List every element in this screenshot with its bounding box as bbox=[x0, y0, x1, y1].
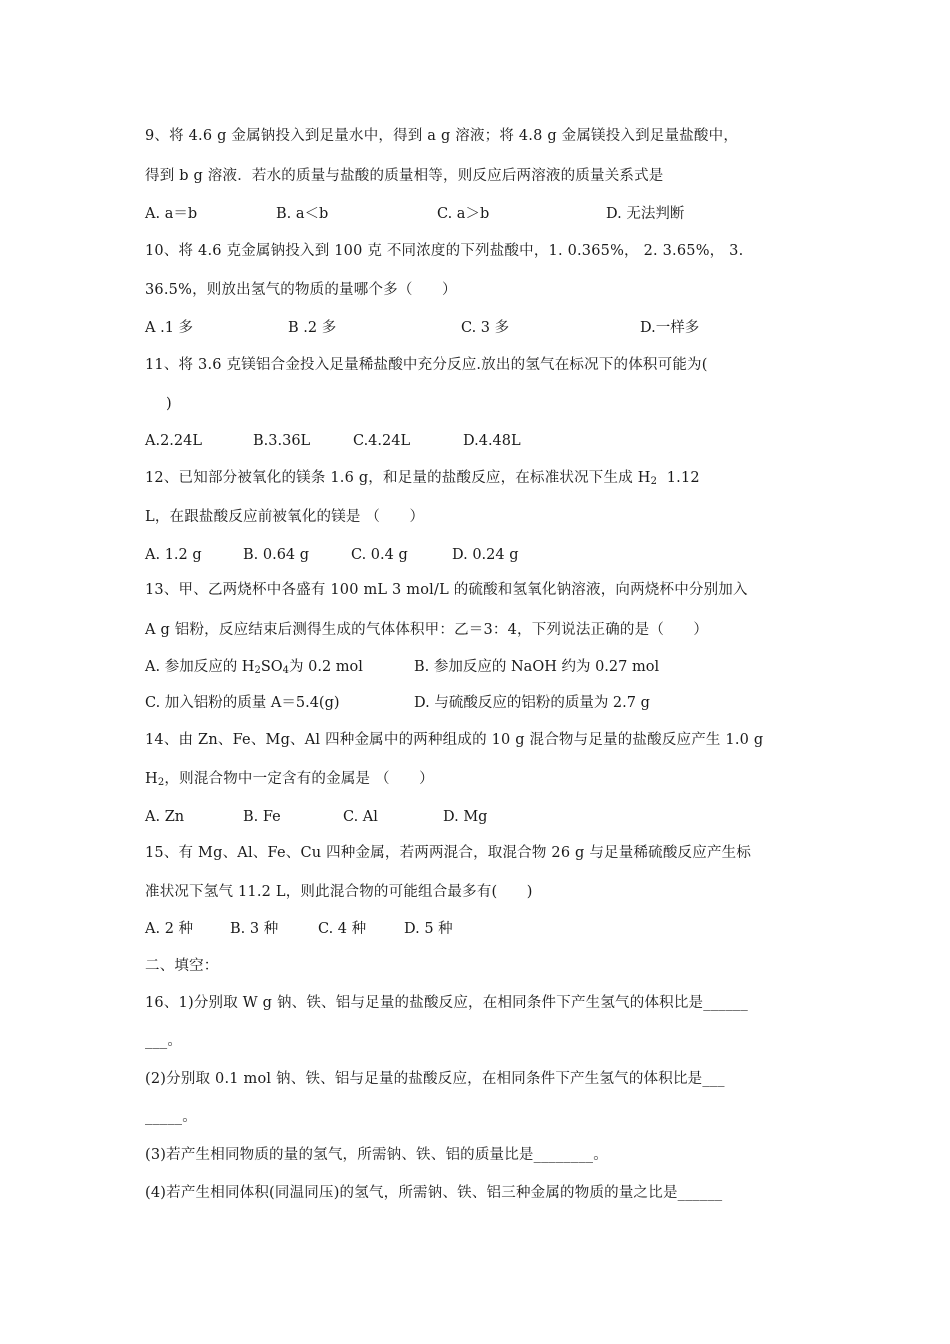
q10-option-d: D.一样多 bbox=[640, 320, 700, 336]
section-heading-fill-in: 二、填空： bbox=[145, 958, 219, 974]
q9-line2: 得到 b g 溶液．若水的质量与盐酸的质量相等，则反应后两溶液的质量关系式是 bbox=[145, 168, 664, 184]
q11-line2: ) bbox=[166, 396, 172, 412]
q11-option-d: D.4.48L bbox=[463, 433, 521, 449]
q11-line1: 11、将 3.6 克镁铝合金投入足量稀盐酸中充分反应.放出的氢气在标况下的体积可能为( bbox=[145, 357, 708, 373]
q10-line2: 36.5%，则放出氢气的物质的量哪个多（ ） bbox=[145, 282, 457, 298]
q10-line1: 10、将 4.6 克金属钠投入到 100 克 不同浓度的下列盐酸中，1. 0.365%， 2. 3.65%， 3. bbox=[145, 243, 744, 259]
q13-option-b: B. 参加反应的 NaOH 约为 0.27 mol bbox=[414, 659, 660, 675]
q15-line1: 15、有 Mg、Al、Fe、Cu 四种金属，若两两混合，取混合物 26 g 与足量稀硫酸反应产生标 bbox=[145, 845, 752, 861]
q13-option-d: D. 与硫酸反应的铝粉的质量为 2.7 g bbox=[414, 695, 650, 711]
q10-option-c: C. 3 多 bbox=[461, 320, 510, 336]
q12-line1: 12、已知部分被氧化的镁条 1.6 g，和足量的盐酸反应，在标准状况下生成 $H_2$ 1.12 bbox=[145, 470, 700, 487]
q9-option-d: D. 无法判断 bbox=[606, 206, 685, 222]
q15-line2: 准状况下氢气 11.2 L，则此混合物的可能组合最多有( ) bbox=[145, 884, 533, 900]
q16-part1-line2: ___。 bbox=[145, 1033, 183, 1049]
q9-line1: 9、将 4.6 g 金属钠投入到足量水中，得到 a g 溶液；将 4.8 g 金属镁投入到足量盐酸中， bbox=[145, 128, 739, 144]
q14-option-c: C. Al bbox=[343, 809, 378, 825]
q14-option-b: B. Fe bbox=[243, 809, 281, 825]
q14-option-d: D. Mg bbox=[443, 809, 488, 825]
q12-line2: L，在跟盐酸反应前被氧化的镁是 （ ） bbox=[145, 509, 425, 525]
q10-option-a: A .1 多 bbox=[145, 320, 194, 336]
q13-option-a: A. 参加反应的 $H_2SO_4$为 0.2 mol bbox=[145, 659, 363, 676]
q13-line1: 13、甲、乙两烧杯中各盛有 100 mL 3 mol/L 的硫酸和氢氧化钠溶液，向两烧杯中分别加入 bbox=[145, 582, 748, 598]
q9-option-c: C. a＞b bbox=[437, 206, 490, 222]
q16-part2-line2: _____。 bbox=[145, 1109, 197, 1125]
q12-option-a: A. 1.2 g bbox=[145, 547, 202, 563]
q15-option-c: C. 4 种 bbox=[318, 921, 367, 937]
q13-option-c: C. 加入铝粉的质量 A＝5.4(g) bbox=[145, 695, 340, 711]
q13-line2: A g 铝粉，反应结束后测得生成的气体体积甲：乙＝3：4，下列说法正确的是（ ） bbox=[145, 622, 709, 638]
q14-line2: $H_2$，则混合物中一定含有的金属是 （ ） bbox=[145, 771, 434, 788]
q16-part4: (4)若产生相同体积(同温同压)的氢气，所需钠、铁、铝三种金属的物质的量之比是______ bbox=[145, 1185, 723, 1201]
q15-option-d: D. 5 种 bbox=[404, 921, 453, 937]
q11-option-c: C.4.24L bbox=[353, 433, 411, 449]
q14-option-a: A. Zn bbox=[145, 809, 185, 825]
q16-part1-line1: 16、1)分别取 W g 钠、铁、铝与足量的盐酸反应，在相同条件下产生氢气的体积比是______ bbox=[145, 995, 748, 1011]
q12-option-d: D. 0.24 g bbox=[452, 547, 519, 563]
q14-line1: 14、由 Zn、Fe、Mg、Al 四种金属中的两种组成的 10 g 混合物与足量的盐酸反应产生 1.0 g bbox=[145, 732, 764, 748]
q12-option-b: B. 0.64 g bbox=[243, 547, 310, 563]
q15-option-a: A. 2 种 bbox=[145, 921, 194, 937]
q15-option-b: B. 3 种 bbox=[230, 921, 279, 937]
q11-option-a: A.2.24L bbox=[145, 433, 202, 449]
q10-option-b: B .2 多 bbox=[288, 320, 337, 336]
q16-part2-line1: (2)分别取 0.1 mol 钠、铁、铝与足量的盐酸反应，在相同条件下产生氢气的体积比是___ bbox=[145, 1071, 725, 1087]
q9-option-b: B. a＜b bbox=[276, 206, 329, 222]
q11-option-b: B.3.36L bbox=[253, 433, 311, 449]
q12-option-c: C. 0.4 g bbox=[351, 547, 408, 563]
q9-option-a: A. a＝b bbox=[145, 206, 198, 222]
q16-part3: (3)若产生相同物质的量的氢气，所需钠、铁、铝的质量比是________。 bbox=[145, 1147, 608, 1163]
